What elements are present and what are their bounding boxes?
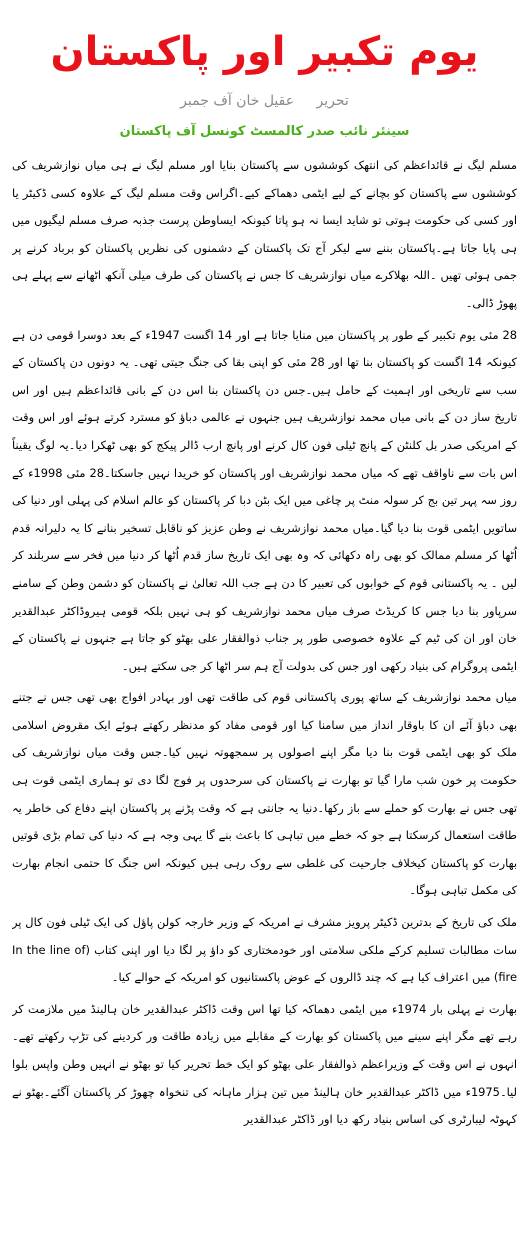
- byline-label: تحریر: [316, 93, 349, 109]
- byline: [0, 93, 529, 109]
- paragraph: بھارت نے پہلی بار 1974ء میں ایٹمی دھماکہ کیا تھا اس وقت ڈاکٹر عبدالقدیر خان ہالینڈ میں ملازمت کر رہے تھے مگر اپنے سینے میں پاکستان کو بھارت کے مقابلے میں زیادہ طاقت ور کردینے کی تڑپ رکھتے تھے۔ انہوں نے اس وقت کے وزیراعظم ذوالفقار علی بھٹو کو ایک خط تحریر کیا تو بھٹو نے انہیں وطن واپس بلوا لیا۔1975ء میں ڈاکٹر عبدالقدیر خان ہالینڈ میں تین ہزار ماہانہ کی تنخواہ چھوڑ کر پاکستان آگئے۔بھٹو نے کہوٹہ لیبارٹری کی اساس بنیاد رکھ دیا اور ڈاکٹر عبدالقدیر: [12, 1001, 517, 1127]
- paragraph: مسلم لیگ نے قائداعظم کی انتھک کوششوں سے پاکستان بنایا اور مسلم لیگ نے ہی میاں نوازشریف کی کوششوں سے پاکستان کو بچانے کے لیے ایٹمی دھماکے کیے۔اگراس وقت مسلم لیگ کے علاوہ کسی ڈکیٹر یا اور کسی کی حکومت ہوتی تو شاید ایسا نہ ہو پاتا کیونکہ ایساوطن پرست جذبہ صرف مسلم لیگیوں میں ہی پایا جاتا ہے۔پاکستان بننے سے لیکر آج تک پاکستان کے دشمنوں کی نظریں پاکستان کو برباد کرنے پر جمی ہوئی تھیں ۔اللہ بھلاکرے میاں نوازشریف کا جس نے پاکستان کی طرف میلی آنکھ اٹھانے سے پہلے ہی پھوڑ ڈالی۔: [12, 158, 517, 310]
- article-title: یوم تکبیر اور پاکستان: [50, 29, 479, 75]
- article-body: [12, 152, 517, 1252]
- paragraph: میاں محمد نوازشریف کے ساتھ پوری پاکستانی قوم کی طاقت تھی اور بہادر افواج بھی تھی جس نے جتنے بھی دباؤ آئے ان کا باوقار انداز میں سامنا کیا اور قومی مفاد کو مدنظر رکھتے ہوئے ایک مقروض اسلامی ملک کو بھی ایٹمی قوت بنا دیا مگر اپنے اصولوں پر سمجھوتہ نہیں کیا۔جس وقت میاں نوازشریف کی حکومت پر خون شب مارا گیا تو بھارت نے پاکستان کی سرحدوں پر فوج لگا دی تو ہماری ایٹمی قوت ہی تھی جس نے بھارت کو حملے سے باز رکھا۔دنیا یہ جانتی ہے کہ وقت پڑنے پر پاکستان اپنے دفاع کی خاطر یہ طاقت استعمال کرسکتا ہے جو کہ خطے میں تباہی کا باعث بنے گا یہی وجہ ہے کہ دنیا کی تمام بڑی قوتیں بھارت کو پاکستان کیخلاف جارحیت کی غلطی سے روک رہی ہیں کیونکہ اس جنگ کا حتمی انجام بھارت کی مکمل تباہی ہوگا۔: [12, 690, 517, 898]
- paragraph: 28 مئی یوم تکبیر کے طور پر پاکستان میں منایا جاتا ہے اور 14 اگست 1947ء کے بعد دوسرا قومی دن ہے کیونکہ 14 اگست کو پاکستان بنا تھا اور 28 مئی کو اپنی بقا کی جنگ جیتی تھی۔ یہ دونوں دن پاکستان کے سب سے تاریخی اور اہمیت کے حامل ہیں۔جس دن پاکستان بنا اس دن کے بانی قائداعظم ہیں اور اس تاریخ ساز دن کے بانی میاں محمد نوازشریف ہیں جنہوں نے عالمی دباؤ کو مسترد کرتے ہوئے اور اس وقت کے امریکی صدر بل کلنٹن کے پانچ ٹیلی فون کال کرنے اور پانچ ارب ڈالر پیکج کو بھی ٹھکرا دیا۔یہ لوگ یقیناً اس بات سے ناواقف تھے کہ میاں محمد نوازشریف اور پاکستان کو خریدا نہیں جاسکتا۔28 مئی 1998ء کے روز سہ پہر تین بج کر سولہ منٹ پر چاغی میں ایک بٹن دبا کر پاکستان کو عالم اسلام کی پہلی اور دنیا کی ساتویں ایٹمی قوت بنا دیا گیا۔میاں محمد نوازشریف نے وطن عزیز کو ناقابل تسخیر بنانے کا یہ دلیرانہ قدم اُٹھا کر مسلم ممالک کو بھی راہ دکھائی کہ وہ بھی ایک تاریخ ساز قدم اُٹھا کر دنیا میں فخر سے سربلند کر لیں ۔ یہ پاکستانی قوم کے خوابوں کی تعبیر کا دن ہے جب اللہ تعالیٰ نے پاکستان کو دشمن وطن کے سامنے سرپاور بنا دیا جس کا کریڈٹ صرف میاں محمد نوازشریف کو ہی نہیں بلکہ قومی ہیروڈاکٹر عبدالقدیر خان اور ان کی ٹیم کے علاوہ خصوصی طور پر جناب ذوالفقار علی بھٹو کو جاتا ہے جنہوں نے پاکستان کے ایٹمی پروگرام کی بنیاد رکھی اور جس کی بدولت آج ہم سر اٹھا کر جی سکتے ہیں۔: [12, 327, 517, 673]
- author-designation: سینئر نائب صدر کالمسٹ کونسل آف پاکستان: [119, 124, 410, 139]
- paragraph: ملک کی تاریخ کے بدترین ڈکیٹر پرویز مشرف نے امریکہ کے وزیر خارجہ کولن پاؤل کی ایک ٹیلی فون کال پر سات مطالبات تسلیم کرکے ملکی سلامتی اور خودمختاری کو داؤ پر لگا دیا اور اپنی کتاب (In the line of fire) میں اعتراف کیا ہے کہ چند ڈالروں کے عوض پاکستانیوں کو امریکہ کے حوالے کیا۔: [12, 915, 517, 985]
- author-name: عقیل خان آف جمبر: [180, 93, 295, 109]
